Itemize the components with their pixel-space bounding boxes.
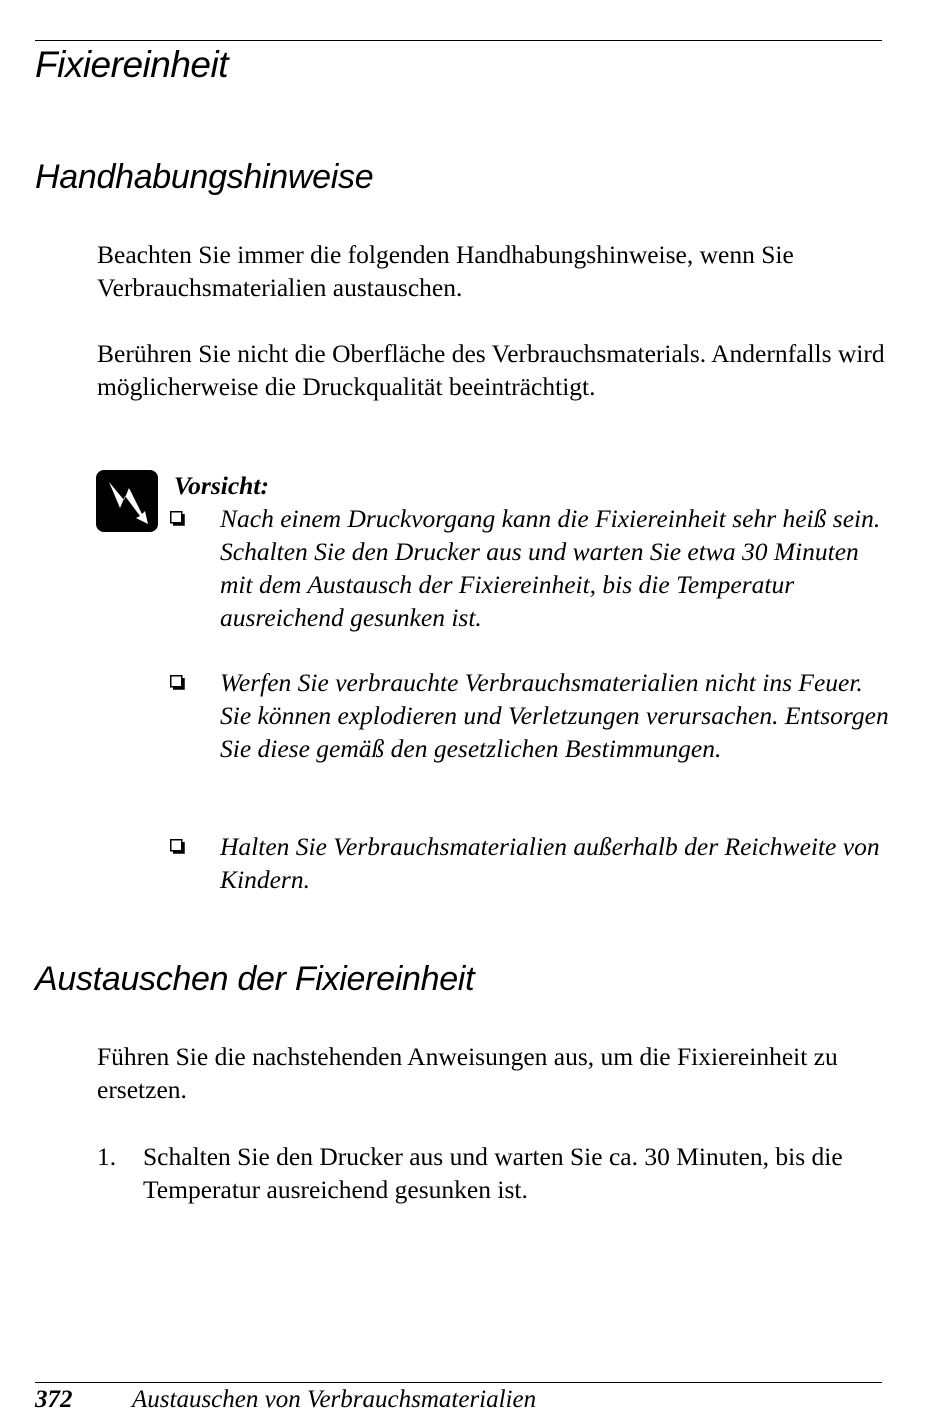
handling-surface-paragraph: Berühren Sie nicht die Oberfläche des Verbrauchsmaterials. Andernfalls wird möglicherweise die Druckqualität beeinträchtigt. xyxy=(97,339,885,401)
caution-title: Vorsicht: xyxy=(174,471,269,500)
handling-intro-paragraph: Beachten Sie immer die folgenden Handhabungshinweise, wenn Sie Verbrauchsmaterialien austauschen. xyxy=(97,240,794,302)
checkbox-bullet-icon xyxy=(170,511,185,526)
checkbox-bullet-icon xyxy=(170,675,185,690)
page-number: 372 xyxy=(35,1386,73,1413)
checkbox-bullet-icon xyxy=(170,839,185,854)
section-heading-replace: Austauschen der Fixiereinheit xyxy=(35,960,475,998)
top-rule xyxy=(35,40,882,41)
warning-lightning-icon xyxy=(96,470,158,532)
replace-intro-paragraph: Führen Sie die nachstehenden Anweisungen aus, um die Fixiereinheit zu ersetzen. xyxy=(97,1042,838,1104)
caution-item-text: Werfen Sie verbrauchte Verbrauchsmaterialien nicht ins Feuer. Sie können explodieren und Verletzungen verursachen. Entsorgen Sie diese gemäß den gesetzlichen Bestimmungen. xyxy=(220,668,889,763)
section-heading-handling: Handhabungshinweise xyxy=(35,158,374,196)
caution-item-text: Halten Sie Verbrauchsmaterialien außerhalb der Reichweite von Kindern. xyxy=(220,832,880,894)
step-text: Schalten Sie den Drucker aus und warten Sie ca. 30 Minuten, bis die Temperatur ausreichend gesunken ist. xyxy=(143,1142,843,1204)
caution-item-text: Nach einem Druckvorgang kann die Fixiereinheit sehr heiß sein. Schalten Sie den Drucker aus und warten Sie etwa 30 Minuten mit dem Austausch der Fixiereinheit, bis die Temperatur ausreichend gesunken ist. xyxy=(220,504,881,632)
chapter-title: Fixiereinheit xyxy=(35,44,228,85)
footer-rule xyxy=(35,1382,882,1383)
step-number: 1. xyxy=(97,1142,117,1171)
running-title: Austauschen von Verbrauchsmaterialien xyxy=(132,1386,537,1413)
